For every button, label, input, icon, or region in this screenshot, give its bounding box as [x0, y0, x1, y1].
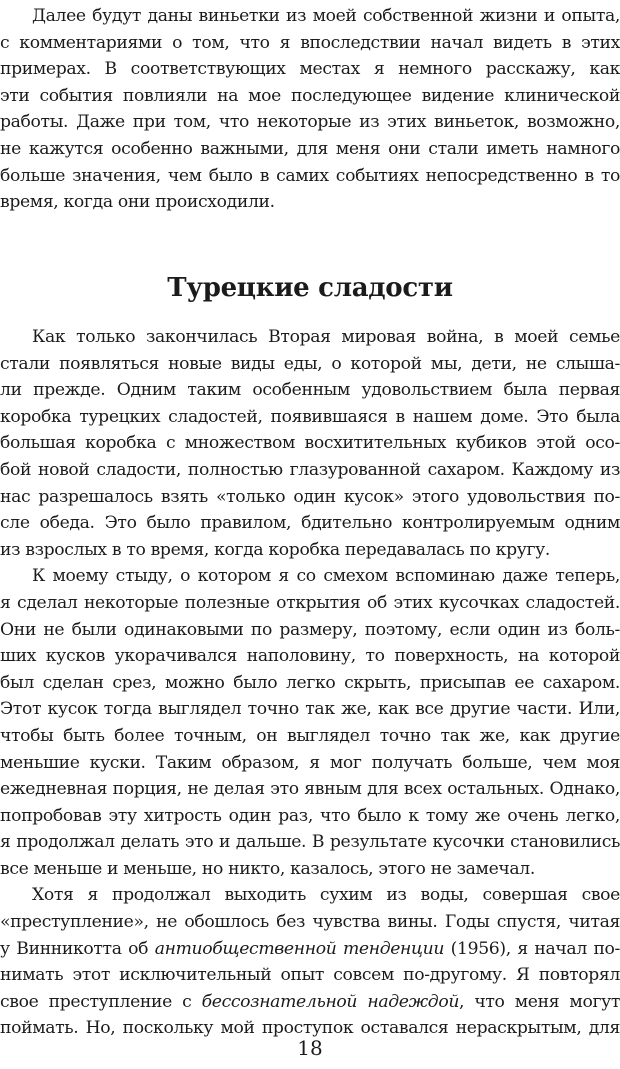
text-line: нимать этот исключительный опыт совсем по-другому. Я повторял: [0, 965, 620, 986]
text-line: бой новой сладости, полностью глазурованной сахаром. Каждому из: [0, 459, 620, 480]
text-line: я сделал некоторые полезные открытия об этих кусочках сладостей.: [0, 592, 620, 613]
text-run: (1956), я начал по-: [444, 938, 620, 959]
text-line: Далее будут даны виньетки из моей собственной жизни и опыта,: [32, 6, 620, 26]
body-paragraphs: [0, 324, 620, 1042]
text-line: работы. Даже при том, что некоторые из этих виньеток, возможно,: [0, 112, 620, 133]
text-line: не кажутся особенно важными, для меня они стали иметь намного: [0, 138, 620, 159]
text-line: я продолжал делать это и дальше. В результате кусочки становились: [0, 832, 620, 853]
text-line: время, когда они происходили.: [0, 192, 275, 213]
text-line: ежедневная порция, не делая это явным для всех остальных. Однако,: [0, 779, 620, 800]
text-line: К моему стыду, о котором я со смехом вспоминаю даже теперь,: [32, 566, 620, 587]
text-line: меньшие куски. Таким образом, я мог получать больше, чем моя: [0, 752, 620, 773]
text-run: свое преступление с: [0, 991, 202, 1012]
italic-term: антиобщественной тенденции: [154, 938, 445, 959]
text-line: все меньше и меньше, но никто, казалось, этого не замечал.: [0, 858, 535, 879]
text-line: был сделан срез, можно было легко скрыть, присыпав ее сахаром.: [0, 672, 620, 693]
text-line: [0, 989, 620, 1016]
text-line: ли прежде. Одним таким особенным удовольствием была первая: [0, 380, 620, 401]
text-line: чтобы быть более точным, он выглядел точно так же, как другие: [0, 725, 620, 746]
intro-paragraph: [0, 3, 620, 216]
italic-term: бессознательной надеждой: [201, 991, 460, 1012]
text-line: эти события повлияли на мое последующее видение клинической: [0, 85, 620, 106]
text-line: поймать. Но, поскольку мой проступок оставался нераскрытым, для: [0, 1018, 620, 1039]
section-heading: Турецкие сладости: [167, 273, 453, 303]
text-run: , что меня могут: [459, 991, 620, 1012]
page-number: 18: [297, 1036, 323, 1060]
text-line: с комментариями о том, что я впоследствии начал видеть в этих: [0, 32, 620, 53]
text-line: Этот кусок тогда выглядел точно так же, как все другие части. Или,: [0, 699, 620, 720]
text-line: стали появляться новые виды еды, о которой мы, дети, не слыша-: [0, 353, 620, 374]
text-line: попробовав эту хитрость один раз, что было к тому же очень легко,: [0, 805, 620, 826]
text-line: нас разрешалось взять «только один кусок» этого удовольствия по-: [0, 486, 620, 507]
text-line: Хотя я продолжал выходить сухим из воды, совершая свое: [32, 885, 620, 906]
text-line: из взрослых в то время, когда коробка передавалась по кругу.: [0, 539, 551, 560]
text-line: ших кусков укорачивался наполовину, то поверхность, на которой: [0, 646, 620, 667]
text-line: коробка турецких сладостей, появившаяся в нашем доме. Это была: [0, 406, 620, 427]
text-run: у Винникотта об: [0, 938, 155, 959]
text-line: Они не были одинаковыми по размеру, поэтому, если один из боль-: [0, 619, 620, 640]
text-line: больше значения, чем было в самих событиях непосредственно в то: [0, 165, 620, 186]
text-line: «преступление», не обошлось без чувства вины. Годы спустя, читая: [0, 912, 620, 933]
text-line: сле обеда. Это было правилом, бдительно контролируемым одним: [0, 513, 620, 534]
text-line: Как только закончилась Вторая мировая война, в моей семье: [32, 327, 620, 347]
text-line: примерах. В соответствующих местах я немного расскажу, как: [0, 59, 620, 80]
text-line: [0, 936, 620, 963]
text-line: большая коробка с множеством восхитительных кубиков этой осо-: [0, 433, 620, 454]
